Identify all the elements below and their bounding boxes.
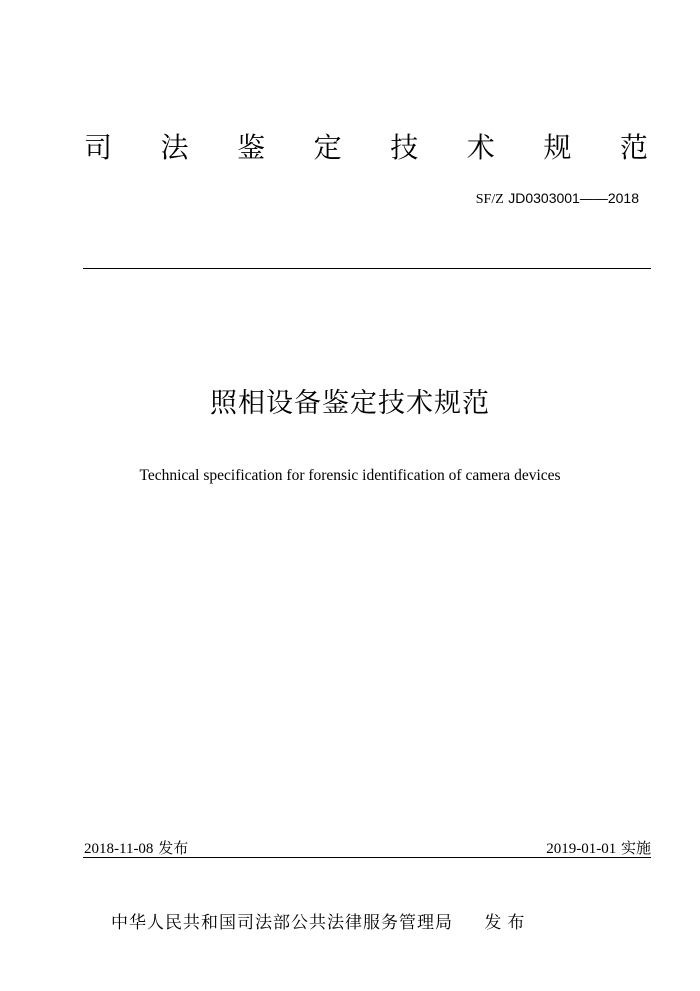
category-char: 法 <box>160 131 189 164</box>
document-title-zh: 照相设备鉴定技术规范 <box>210 388 490 419</box>
category-char: 术 <box>466 131 495 164</box>
standard-category-title <box>80 130 652 166</box>
category-char: 司 <box>83 131 112 164</box>
effective-date-line <box>546 838 651 859</box>
category-char: 规 <box>543 131 572 164</box>
header-divider <box>83 268 651 269</box>
effective-label: 实施 <box>620 839 651 857</box>
category-char: 定 <box>313 131 342 164</box>
document-title-en: Technical specification for forensic identification of camera devices <box>139 467 561 484</box>
category-char: 鉴 <box>237 131 266 164</box>
category-char: 技 <box>390 131 419 164</box>
publish-action: 发布 <box>484 913 531 933</box>
publisher-name: 中华人民共和国司法部公共法律服务管理局 <box>111 913 453 933</box>
date-divider <box>83 857 651 858</box>
standard-code-number: JD0303001——2018 <box>508 190 639 206</box>
effective-date: 2019-01-01 <box>546 841 617 857</box>
category-char: 范 <box>619 131 648 164</box>
issue-label: 发布 <box>158 839 189 857</box>
issue-date-line <box>84 838 188 859</box>
publisher-line <box>111 911 530 935</box>
standard-code <box>476 189 639 209</box>
issue-date: 2018-11-08 <box>84 841 154 857</box>
standard-code-prefix: SF/Z <box>475 192 504 207</box>
